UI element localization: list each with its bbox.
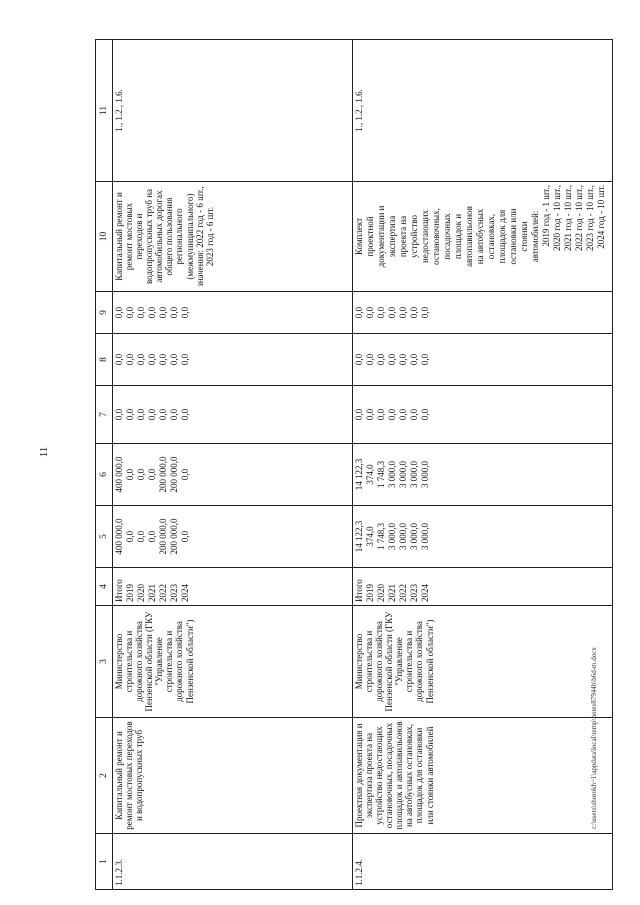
cell-line: остановках,: [486, 213, 496, 260]
cell-line: 0,0: [354, 353, 364, 366]
row-code: 1.1.2.4.: [353, 834, 613, 890]
cell-line: остановки или: [508, 208, 518, 265]
cell-line: автопавильонов: [464, 206, 474, 267]
col-header-7: 7: [96, 386, 113, 444]
col-header-8: 8: [96, 334, 113, 386]
cell-line: проекта на: [398, 215, 408, 258]
cell-line: 0,0: [354, 306, 364, 319]
row-code: 1.1.2.3.: [113, 834, 353, 890]
cell-line: 2021: [387, 584, 397, 602]
cell-line: 2020: [376, 584, 386, 602]
row-col6: [113, 444, 353, 506]
cell-line: 1 748,3: [376, 523, 386, 550]
cell-line: 0,0: [136, 408, 146, 421]
cell-line: 3 000,0: [398, 523, 408, 550]
cell-line: 0,0: [158, 353, 168, 366]
years-list: [114, 571, 191, 602]
cell-line: 0,0: [125, 306, 135, 319]
result-year-lines: [541, 185, 607, 288]
cell-line: 0,0: [114, 306, 124, 319]
table-row: [113, 40, 353, 890]
cell-line: 0,0: [180, 468, 190, 481]
cell-line: 0,0: [398, 408, 408, 421]
cell-line: 14 122,3: [354, 520, 364, 553]
col9-values: [114, 295, 191, 330]
cell-line: 2019: [125, 584, 135, 602]
cell-line: 0,0: [125, 468, 135, 481]
cell-line: площадок и: [453, 213, 463, 260]
cell-line: 0,0: [180, 306, 190, 319]
row-col9: [353, 292, 613, 334]
cell-line: 0,0: [114, 408, 124, 421]
row-col8: [353, 334, 613, 386]
cell-line: 0,0: [376, 353, 386, 366]
cell-line: 2022 год - 10 шт.,: [574, 185, 584, 251]
cell-line: 0,0: [125, 353, 135, 366]
cell-line: 200 000,0: [158, 518, 168, 555]
cell-line: 0,0: [136, 468, 146, 481]
cell-line: 0,0: [180, 353, 190, 366]
cell-line: 0,0: [158, 306, 168, 319]
cell-line: 2023: [169, 584, 179, 602]
cell-line: 0,0: [387, 408, 397, 421]
row-col5: [353, 506, 613, 568]
cell-line: 0,0: [365, 306, 375, 319]
cell-line: 0,0: [169, 353, 179, 366]
cell-line: 2020 год - 10 шт.,: [552, 185, 562, 251]
cell-line: 0,0: [158, 408, 168, 421]
cell-line: 0,0: [409, 306, 419, 319]
result-lines: [354, 185, 541, 288]
cell-line: 200 000,0: [169, 456, 179, 493]
col5-values: [354, 509, 431, 564]
cell-line: 200 000,0: [158, 456, 168, 493]
cell-line: на автобусных: [475, 208, 485, 265]
col8-values: [354, 337, 431, 382]
footer-file-path: c:\users\shorokh~1\appdata\local\temp\notes87944b\b6d-m.docx: [590, 647, 598, 829]
cell-line: посадочных: [442, 213, 452, 260]
cell-line: 0,0: [147, 306, 157, 319]
row-years: [113, 568, 353, 606]
cell-line: 2022: [398, 584, 408, 602]
col-header-11: 11: [96, 40, 113, 182]
cell-line: 2024: [180, 584, 190, 602]
cell-line: 400 000,0: [114, 456, 124, 493]
cell-line: остановочных,: [431, 208, 441, 265]
row-col6: [353, 444, 613, 506]
col-header-4: 4: [96, 568, 113, 606]
cell-line: 0,0: [136, 306, 146, 319]
cell-line: 0,0: [398, 353, 408, 366]
row-col7: [353, 386, 613, 444]
cell-line: 0,0: [125, 530, 135, 543]
cell-line: 0,0: [387, 353, 397, 366]
cell-line: стоянки: [519, 221, 529, 252]
cell-line: 2019 год - 1 шт.,: [541, 185, 551, 247]
cell-line: 2024 год - 10 шт.: [596, 185, 606, 249]
cell-line: 0,0: [398, 306, 408, 319]
cell-line: 3 000,0: [420, 461, 430, 488]
row-col9: [113, 292, 353, 334]
row-result: [353, 182, 613, 292]
row-name: Проектная документация и экспертиза проекта на устройство недостающих остановочных, посадочных площадок и автопавильонов на автобусных остановках, площадок для остановки или стоянки автомобилей: [353, 718, 613, 834]
rotated-table-wrapper: [95, 40, 607, 890]
cell-line: 2022: [158, 584, 168, 602]
row-col7: [113, 386, 353, 444]
cell-line: 0,0: [114, 353, 124, 366]
cell-line: 0,0: [136, 353, 146, 366]
cell-line: недостающих: [420, 210, 430, 263]
cell-line: 2021 год - 10 шт.,: [563, 185, 573, 251]
col-header-5: 5: [96, 506, 113, 568]
col-header-3: 3: [96, 606, 113, 718]
cell-line: 2023 год - 10 шт.,: [585, 185, 595, 251]
col-header-1: 1: [96, 834, 113, 890]
cell-line: проектной: [365, 216, 375, 257]
cell-line: 0,0: [376, 306, 386, 319]
cell-line: 3 000,0: [387, 461, 397, 488]
cell-line: 200 000,0: [169, 518, 179, 555]
cell-line: 0,0: [354, 408, 364, 421]
header-row: [96, 40, 113, 890]
cell-line: 3 000,0: [420, 523, 430, 550]
row-years: [353, 568, 613, 606]
cell-line: Комплект: [354, 217, 364, 256]
cell-line: 14 122,3: [354, 458, 364, 491]
col6-values: [114, 447, 191, 502]
col-header-10: 10: [96, 182, 113, 292]
cell-line: 1 748,3: [376, 461, 386, 488]
col9-values: [354, 295, 431, 330]
cell-line: автомобилей:: [530, 210, 540, 263]
cell-line: площадок для: [497, 209, 507, 264]
row-col5: [113, 506, 353, 568]
cell-line: Итого: [354, 579, 364, 602]
col6-values: [354, 447, 431, 502]
program-table: [95, 39, 613, 890]
cell-line: 2021: [147, 584, 157, 602]
cell-line: 0,0: [147, 408, 157, 421]
cell-line: 0,0: [387, 306, 397, 319]
cell-line: 0,0: [420, 353, 430, 366]
cell-line: 0,0: [169, 306, 179, 319]
cell-line: 0,0: [180, 530, 190, 543]
cell-line: 0,0: [147, 353, 157, 366]
cell-line: 3 000,0: [409, 461, 419, 488]
row-indicators: 1., 1.2., 1.6.: [113, 40, 353, 182]
cell-line: 0,0: [420, 408, 430, 421]
cell-line: 3 000,0: [387, 523, 397, 550]
page-number: 11: [38, 446, 50, 458]
cell-line: 0,0: [409, 353, 419, 366]
row-executor: Министерство строительства и дорожного хозяйства Пензенской области (ГКУ "Управление строительства и дорожного хозяйства Пензенской области"): [353, 606, 613, 718]
cell-line: 0,0: [365, 353, 375, 366]
row-indicators: 1., 1.2., 1.6.: [353, 40, 613, 182]
col5-values: [114, 509, 191, 564]
col-header-6: 6: [96, 444, 113, 506]
cell-line: 0,0: [180, 408, 190, 421]
col-header-9: 9: [96, 292, 113, 334]
cell-line: 0,0: [147, 468, 157, 481]
table-row: [353, 40, 613, 890]
row-col8: [113, 334, 353, 386]
cell-line: 2020: [136, 584, 146, 602]
cell-line: 0,0: [169, 408, 179, 421]
col7-values: [114, 389, 191, 440]
cell-line: 0,0: [420, 306, 430, 319]
row-result: Капитальный ремонт и ремонт мостовых переходов и водопропускных труб на автомобильных дорогах общего пользования регионального (межмуниципального) значения: 2022 год - 6 шт., 2023 год - 6 шт.: [113, 182, 353, 292]
col-header-2: 2: [96, 718, 113, 834]
cell-line: Итого: [114, 579, 124, 602]
cell-line: экспертиза: [387, 215, 397, 258]
row-name: Капитальный ремонт и ремонт мостовых переходов и водопропускных труб: [113, 718, 353, 834]
cell-line: 0,0: [125, 408, 135, 421]
cell-line: 3 000,0: [409, 523, 419, 550]
cell-line: 400 000,0: [114, 518, 124, 555]
row-executor: Министерство строительства и дорожного хозяйства Пензенской области (ГКУ "Управление строительства и дорожного хозяйства Пензенской области"): [113, 606, 353, 718]
cell-line: 2024: [420, 584, 430, 602]
cell-line: 0,0: [365, 408, 375, 421]
cell-line: 0,0: [136, 530, 146, 543]
cell-line: 0,0: [376, 408, 386, 421]
col8-values: [114, 337, 191, 382]
years-list: [354, 571, 431, 602]
cell-line: 374,0: [365, 526, 375, 547]
cell-line: 374,0: [365, 464, 375, 485]
cell-line: документации и: [376, 205, 386, 268]
cell-line: 0,0: [409, 408, 419, 421]
cell-line: 2019: [365, 584, 375, 602]
cell-line: 0,0: [147, 530, 157, 543]
cell-line: 3 000,0: [398, 461, 408, 488]
cell-line: 2023: [409, 584, 419, 602]
cell-line: устройство: [409, 215, 419, 258]
col7-values: [354, 389, 431, 440]
